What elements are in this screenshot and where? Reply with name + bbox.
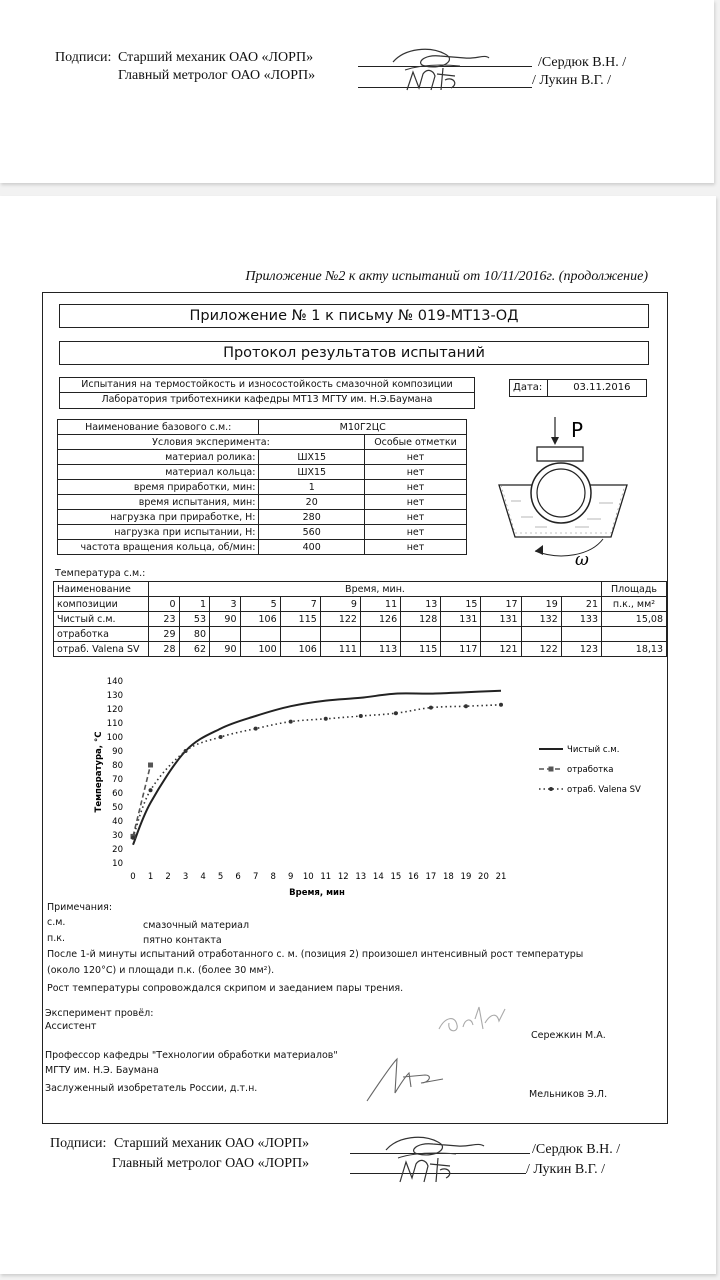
temperature-caption: Температура с.м.: <box>55 568 146 579</box>
temperature-cell: 90 <box>210 612 241 627</box>
ring-outer <box>531 463 591 523</box>
table-row <box>58 525 467 540</box>
temperature-cell: 122 <box>320 612 360 627</box>
conditions-header: Условия эксперимента: <box>58 435 365 450</box>
temperature-cell: 90 <box>210 642 241 657</box>
data-point <box>149 788 153 792</box>
test-rig-diagram <box>491 413 641 573</box>
condition-note: нет <box>364 510 466 525</box>
temperature-cell: 115 <box>401 642 441 657</box>
signature-role-mechanic: Старший механик ОАО «ЛОРП» <box>114 1136 310 1151</box>
note-definition: смазочный материал <box>143 920 250 931</box>
table-row <box>54 642 667 657</box>
condition-label: время испытания, мин: <box>58 495 259 510</box>
condition-note: нет <box>364 495 466 510</box>
temperature-cell <box>240 627 280 642</box>
y-tick-label: 20 <box>112 845 123 855</box>
y-tick-label: 50 <box>112 803 123 813</box>
x-tick-label: 18 <box>443 872 454 882</box>
table-row <box>58 435 467 450</box>
temperature-chart <box>67 673 647 898</box>
protocol-frame <box>42 292 668 1124</box>
table-row <box>54 612 667 627</box>
conducted-by-label: Эксперимент провёл: <box>45 1008 154 1019</box>
condition-note: нет <box>364 450 466 465</box>
composition-name: Чистый с.м. <box>54 612 149 627</box>
x-axis-label: Время, мин <box>289 888 345 898</box>
table-row <box>58 420 467 435</box>
assistant-title: Ассистент <box>45 1021 97 1032</box>
signature-role-metrologist: Главный метролог ОАО «ЛОРП» <box>118 68 316 83</box>
signature-block-bottom <box>0 1126 716 1216</box>
x-tick-label: 3 <box>182 872 189 882</box>
x-tick-label: 17 <box>425 872 437 882</box>
professor-honor: Заслуженный изобретатель России, д.т.н. <box>45 1083 258 1094</box>
condition-value: 400 <box>259 540 365 555</box>
series-line <box>133 691 501 845</box>
time-header: Время, мин. <box>149 582 602 597</box>
y-tick-label: 70 <box>112 775 123 785</box>
area-value: 18,13 <box>602 642 667 657</box>
legend-marker <box>549 767 554 772</box>
data-point <box>254 727 258 731</box>
temperature-cell <box>401 627 441 642</box>
temperature-cell <box>320 627 360 642</box>
temperature-cell: 132 <box>521 612 561 627</box>
temperature-cell: 131 <box>441 612 481 627</box>
x-tick-label: 16 <box>407 872 419 882</box>
data-point <box>394 711 398 715</box>
professor-name: Мельников Э.Л. <box>529 1089 608 1100</box>
condition-label: частота вращения кольца, об/мин: <box>58 540 259 555</box>
temperature-cell <box>521 627 561 642</box>
table-row <box>58 540 467 555</box>
condition-note: нет <box>364 525 466 540</box>
data-point <box>148 763 153 768</box>
document-page <box>0 196 716 1274</box>
test-description-box <box>59 377 475 409</box>
condition-value: 20 <box>259 495 365 510</box>
temperature-cell <box>441 627 481 642</box>
test-description-line1: Испытания на термостойкость и износостойкость смазочной композиции <box>60 378 474 393</box>
table-row <box>54 582 667 597</box>
table-row <box>58 510 467 525</box>
series-line <box>133 765 151 836</box>
temperature-cell: 106 <box>240 612 280 627</box>
x-tick-label: 6 <box>235 872 241 882</box>
data-point <box>324 717 328 721</box>
table-row <box>58 480 467 495</box>
handwritten-signature <box>385 40 495 95</box>
time-cell: 9 <box>320 597 360 612</box>
x-tick-label: 11 <box>320 872 332 882</box>
x-tick-label: 20 <box>478 872 489 882</box>
condition-value: ШХ15 <box>259 450 365 465</box>
signature-role-metrologist: Главный метролог ОАО «ЛОРП» <box>112 1156 310 1171</box>
area-header: п.к., мм² <box>602 597 667 612</box>
temperature-cell: 123 <box>561 642 601 657</box>
base-material-label: Наименование базового с.м.: <box>58 420 259 435</box>
notes-heading: Примечания: <box>47 902 113 913</box>
x-tick-label: 8 <box>270 872 276 882</box>
time-cell: 1 <box>179 597 210 612</box>
note-abbr: с.м. <box>47 917 66 928</box>
condition-label: материал ролика: <box>58 450 259 465</box>
temperature-cell: 122 <box>521 642 561 657</box>
time-cell: 5 <box>240 597 280 612</box>
signature-name-serdyuk: /Сердюк В.Н. / <box>538 55 627 70</box>
temperature-cell: 133 <box>561 612 601 627</box>
temperature-cell: 100 <box>240 642 280 657</box>
condition-note: нет <box>364 540 466 555</box>
temperature-cell: 53 <box>179 612 210 627</box>
handwritten-signature <box>361 1053 451 1105</box>
appendix-heading: Приложение №2 к акту испытаний от 10/11/2016г. (продолжение) <box>245 269 648 284</box>
y-tick-label: 40 <box>112 817 123 827</box>
condition-note: нет <box>364 480 466 495</box>
temperature-cell: 126 <box>360 612 400 627</box>
signatures-prefix: Подписи: <box>55 50 112 65</box>
x-tick-label: 4 <box>200 872 206 882</box>
x-tick-label: 5 <box>217 872 224 882</box>
load-label: P <box>571 418 584 442</box>
signature-name-lukin: / Лукин В.Г. / <box>532 73 612 88</box>
temperature-cell <box>481 627 521 642</box>
table-row <box>58 450 467 465</box>
assistant-name: Сережкин М.А. <box>531 1030 606 1041</box>
table-row <box>54 597 667 612</box>
conditions-table <box>57 419 467 555</box>
note-text: Рост температуры сопровождался скрипом и заеданием пары трения. <box>47 983 404 994</box>
letter-title: Приложение № 1 к письму № 019-МТ13-ОД <box>59 304 649 328</box>
composition-name: отраб. Valena SV <box>54 642 149 657</box>
date-value: 03.11.2016 <box>573 382 631 393</box>
data-point <box>131 836 135 840</box>
legend-label: отработка <box>567 765 614 775</box>
legend-label: отраб. Valena SV <box>567 785 641 795</box>
condition-label: нагрузка при испытании, Н: <box>58 525 259 540</box>
x-tick-label: 10 <box>302 872 314 882</box>
date-label: Дата: <box>510 380 548 396</box>
y-tick-label: 90 <box>112 747 123 757</box>
condition-value: 1 <box>259 480 365 495</box>
temperature-cell: 23 <box>149 612 180 627</box>
temperature-table <box>53 581 667 657</box>
y-tick-label: 60 <box>112 789 123 799</box>
signature-block-top <box>0 0 714 183</box>
temperature-cell <box>561 627 601 642</box>
time-cell: 19 <box>521 597 561 612</box>
note-definition: пятно контакта <box>143 935 222 946</box>
professor-title: Профессор кафедры "Технологии обработки материалов" <box>45 1050 338 1061</box>
x-tick-label: 0 <box>130 872 136 882</box>
condition-note: нет <box>364 465 466 480</box>
y-tick-label: 10 <box>112 859 123 869</box>
date-box <box>509 379 647 397</box>
x-tick-label: 15 <box>390 872 402 882</box>
temperature-cell: 111 <box>320 642 360 657</box>
condition-label: материал кольца: <box>58 465 259 480</box>
data-point <box>219 735 223 739</box>
test-description-line2: Лаборатория триботехники кафедры МТ13 МГТУ им. Н.Э.Баумана <box>101 394 433 405</box>
condition-value: 560 <box>259 525 365 540</box>
x-tick-label: 7 <box>252 872 259 882</box>
base-material-value: М10Г2ЦС <box>259 420 467 435</box>
protocol-title: Протокол результатов испытаний <box>59 341 649 365</box>
x-tick-label: 14 <box>372 872 384 882</box>
x-tick-label: 19 <box>460 872 472 882</box>
temperature-cell: 62 <box>179 642 210 657</box>
composition-name: отработка <box>54 627 149 642</box>
x-tick-label: 1 <box>147 872 154 882</box>
notes-header: Особые отметки <box>364 435 466 450</box>
y-tick-label: 30 <box>112 831 123 841</box>
time-cell: 13 <box>401 597 441 612</box>
legend-marker <box>549 787 553 791</box>
temperature-cell: 115 <box>280 612 320 627</box>
y-tick-label: 120 <box>106 705 123 715</box>
condition-label: время приработки, мин: <box>58 480 259 495</box>
temperature-cell: 131 <box>481 612 521 627</box>
x-tick-label: 9 <box>288 872 294 882</box>
temperature-cell <box>280 627 320 642</box>
time-cell: 0 <box>149 597 180 612</box>
signature-name-serdyuk: /Сердюк В.Н. / <box>532 1142 621 1157</box>
y-tick-label: 130 <box>106 691 123 701</box>
time-cell: 7 <box>280 597 320 612</box>
temperature-cell: 128 <box>401 612 441 627</box>
previous-page-fragment <box>0 0 714 183</box>
temperature-cell: 106 <box>280 642 320 657</box>
temperature-cell: 117 <box>441 642 481 657</box>
temperature-cell: 29 <box>149 627 180 642</box>
signatures-prefix: Подписи: <box>50 1136 107 1151</box>
y-tick-label: 110 <box>106 719 123 729</box>
temperature-cell <box>360 627 400 642</box>
y-axis-label: Температура, °С <box>94 731 104 813</box>
condition-value: ШХ15 <box>259 465 365 480</box>
time-cell: 21 <box>561 597 601 612</box>
handwritten-signature <box>378 1128 490 1186</box>
y-tick-label: 100 <box>106 733 123 743</box>
legend-label: Чистый с.м. <box>567 745 620 755</box>
temperature-cell: 113 <box>360 642 400 657</box>
signature-role-mechanic: Старший механик ОАО «ЛОРП» <box>118 50 314 65</box>
y-tick-label: 140 <box>106 677 123 687</box>
time-cell: 15 <box>441 597 481 612</box>
note-abbr: п.к. <box>47 933 65 944</box>
temperature-cell: 80 <box>179 627 210 642</box>
table-row <box>58 495 467 510</box>
x-tick-label: 12 <box>337 872 349 882</box>
temperature-cell: 28 <box>149 642 180 657</box>
x-tick-label: 2 <box>165 872 171 882</box>
table-row <box>58 465 467 480</box>
condition-label: нагрузка при приработке, Н: <box>58 510 259 525</box>
temperature-cell: 121 <box>481 642 521 657</box>
composition-header: Наименование <box>54 582 149 597</box>
time-cell: 3 <box>210 597 241 612</box>
condition-value: 280 <box>259 510 365 525</box>
data-point <box>464 704 468 708</box>
temperature-cell <box>210 627 241 642</box>
signature-name-lukin: / Лукин В.Г. / <box>526 1162 606 1177</box>
x-tick-label: 21 <box>495 872 507 882</box>
note-text: (около 120°С) и площади п.к. (более 30 мм²). <box>47 965 275 976</box>
data-point <box>499 703 503 707</box>
area-header: Площадь <box>602 582 667 597</box>
area-value: 15,08 <box>602 612 667 627</box>
time-cell: 11 <box>360 597 400 612</box>
series-line <box>133 705 501 838</box>
y-tick-label: 80 <box>112 761 123 771</box>
rotation-label: ω <box>575 550 589 570</box>
time-cell: 17 <box>481 597 521 612</box>
area-value <box>602 627 667 642</box>
note-text: После 1-й минуты испытаний отработанного с. м. (позиция 2) произошел интенсивный рост температуры <box>47 949 584 960</box>
data-point <box>429 706 433 710</box>
data-point <box>289 720 293 724</box>
data-point <box>184 749 188 753</box>
handwritten-signature <box>435 999 511 1043</box>
roller-block <box>537 447 583 461</box>
composition-header: композиции <box>54 597 149 612</box>
x-tick-label: 13 <box>355 872 367 882</box>
table-row <box>54 627 667 642</box>
data-point <box>359 714 363 718</box>
professor-university: МГТУ им. Н.Э. Баумана <box>45 1065 159 1076</box>
